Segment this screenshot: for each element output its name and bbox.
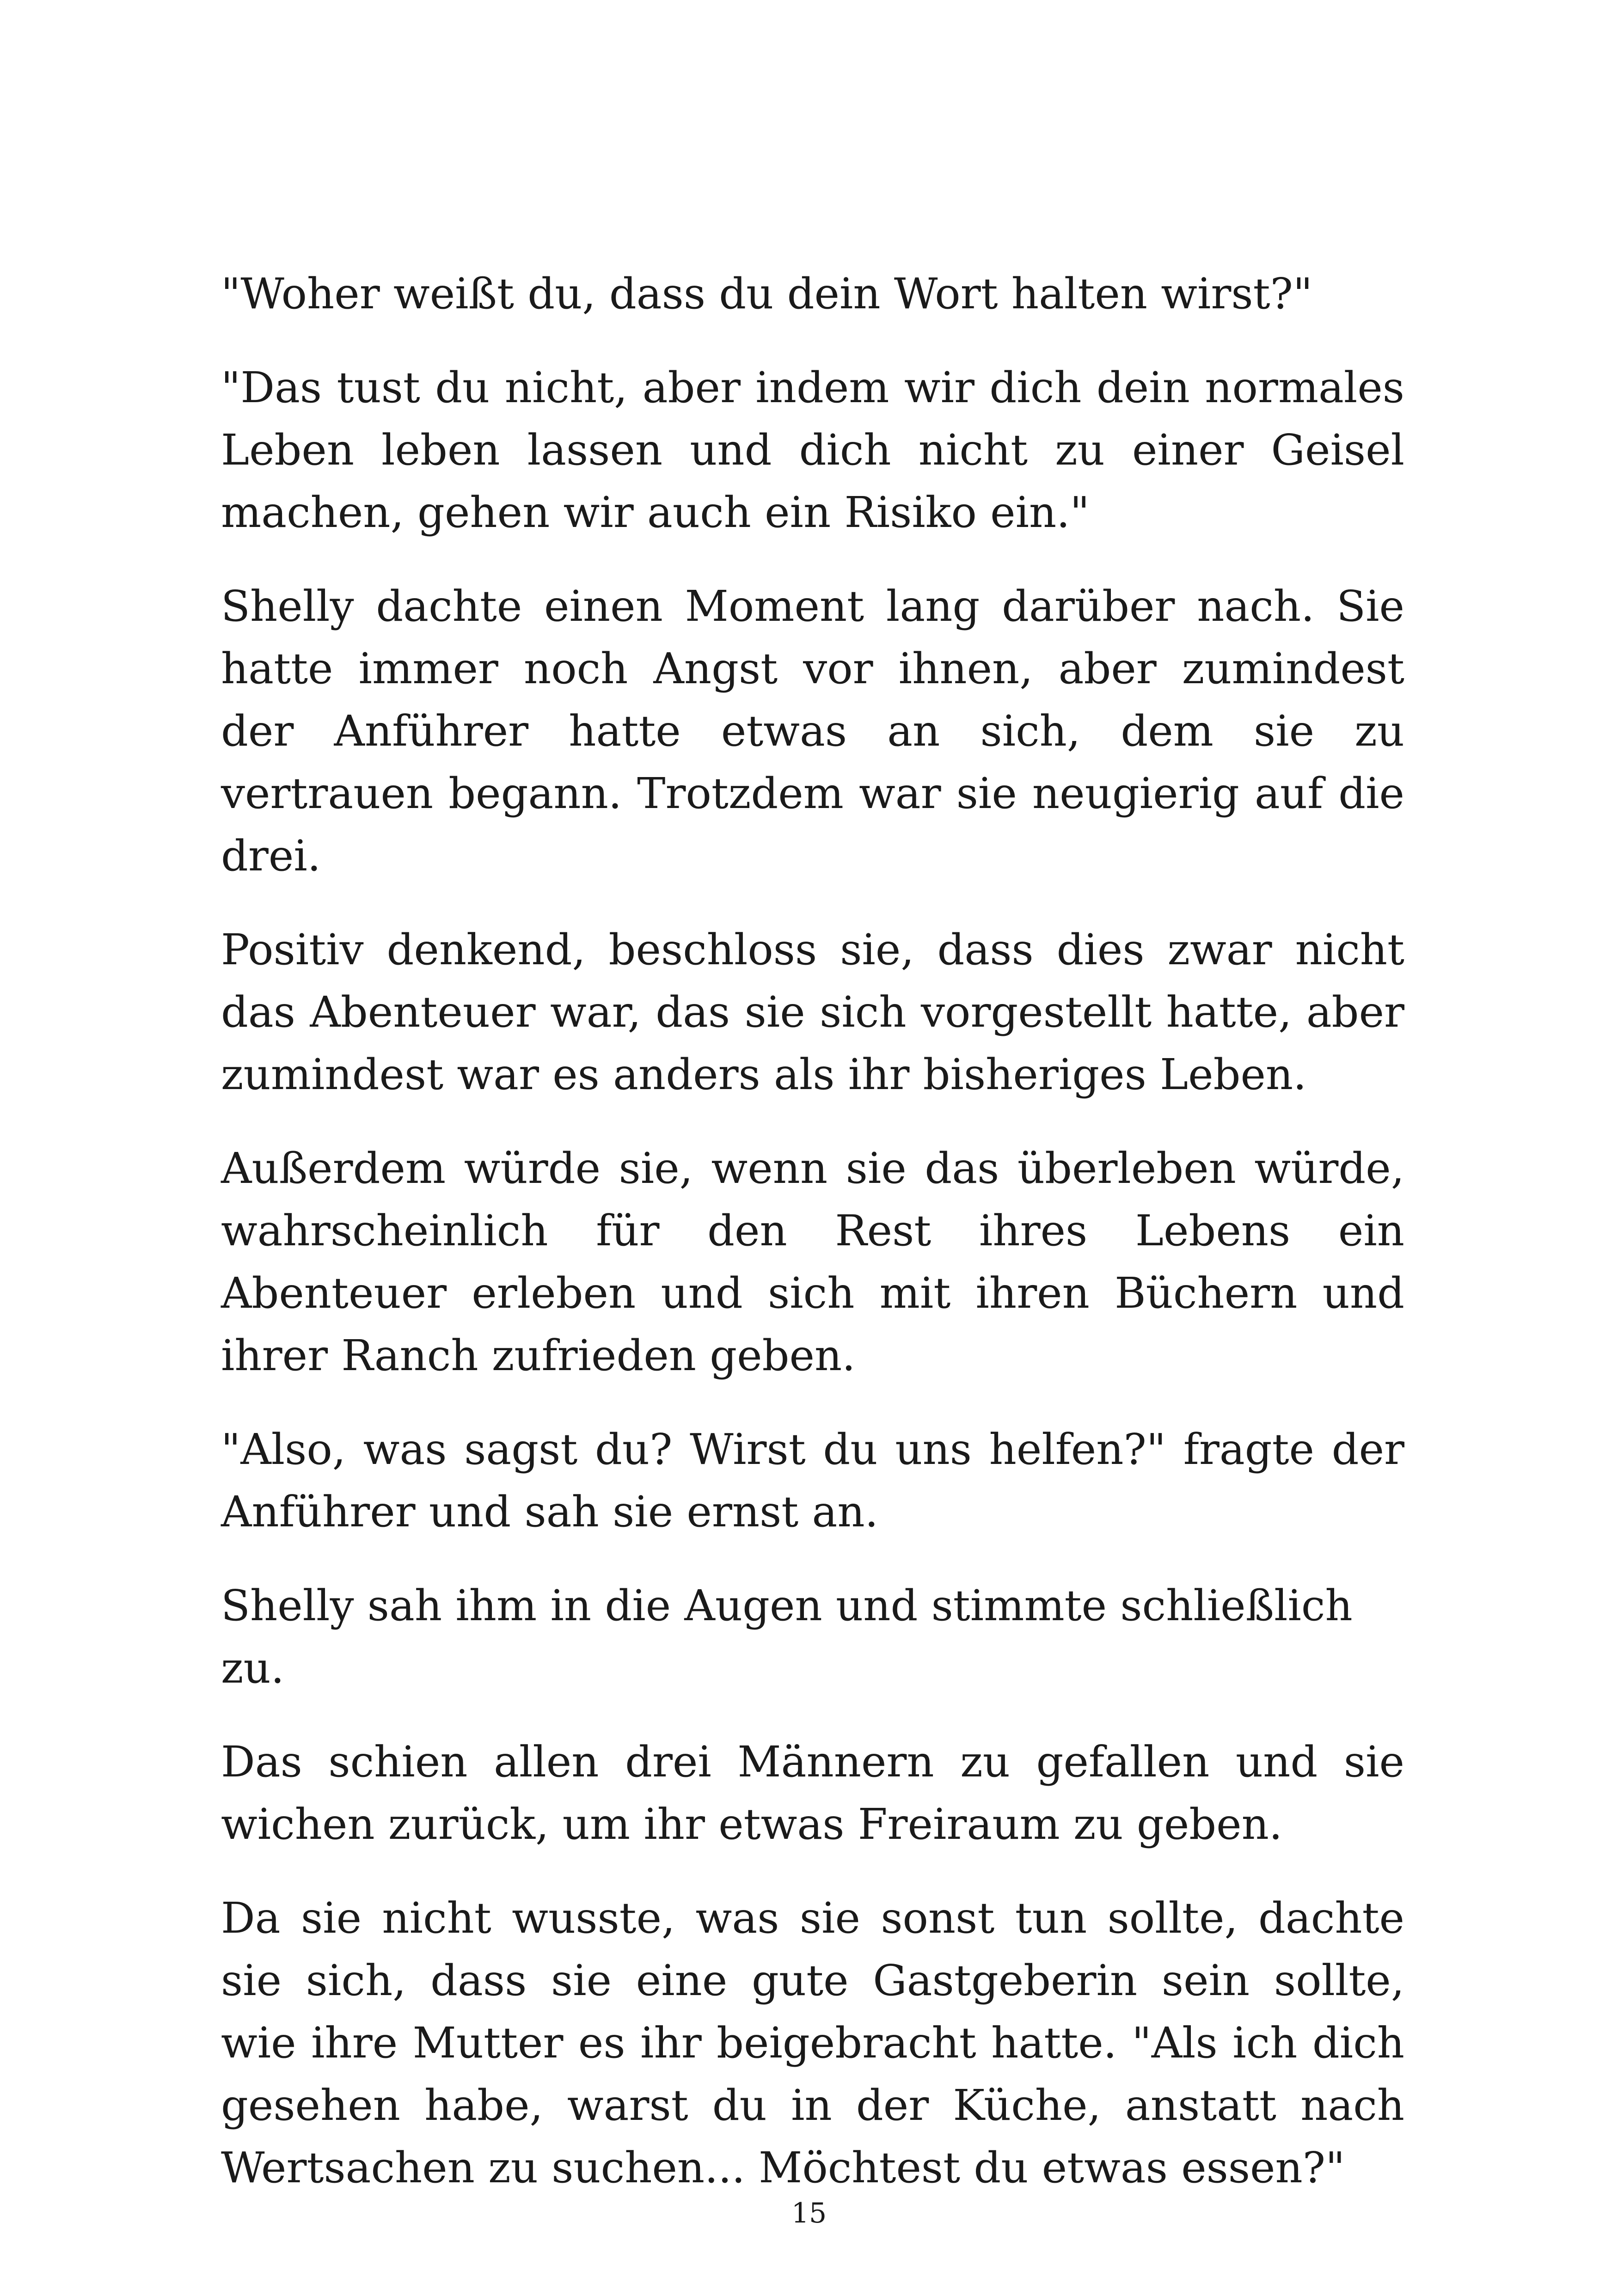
paragraph: Da sie nicht wusste, was sie sonst tun sollte, dachte sie sich, dass sie eine gute Gastgeberin sein sollte, wie ihre Mutter es ihr beigebracht hatte. "Als ich dich gesehen habe, warst du in der Küche, anstatt nach Wertsachen zu suchen... Möchtest du etwas essen?" [221, 1893, 1404, 2192]
body-text [221, 263, 1404, 2230]
page-number: 15 [791, 2197, 827, 2229]
paragraph: Shelly dachte einen Moment lang darüber nach. Sie hatte immer noch Angst vor ihnen, aber zumindest der Anführer hatte etwas an sich, dem sie zu vertrauen begann. Trotzdem war sie neugierig auf die drei. [221, 582, 1404, 881]
paragraph: Außerdem würde sie, wenn sie das überleben würde, wahrscheinlich für den Rest ihres Lebens ein Abenteuer erleben und sich mit ihren Büchern und ihrer Ranch zufrieden geben. [221, 1144, 1404, 1380]
paragraph: Shelly sah ihm in die Augen und stimmte schließlich zu. [221, 1581, 1353, 1693]
paragraph: Positiv denkend, beschloss sie, dass dies zwar nicht das Abenteuer war, das sie sich vorgestellt hatte, aber zumindest war es anders als ihr bisheriges Leben. [221, 925, 1404, 1099]
paragraph: "Das tust du nicht, aber indem wir dich dein normales Leben leben lassen und dich nicht zu einer Geisel machen, gehen wir auch ein Risiko ein." [221, 363, 1404, 537]
paragraph: "Also, was sagst du? Wirst du uns helfen?" fragte der Anführer und sah sie ernst an. [221, 1425, 1404, 1537]
paragraph: "Woher weißt du, dass du dein Wort halten wirst?" [221, 269, 1313, 318]
paragraph: Das schien allen drei Männern zu gefallen und sie wichen zurück, um ihr etwas Freiraum zu geben. [221, 1737, 1404, 1849]
